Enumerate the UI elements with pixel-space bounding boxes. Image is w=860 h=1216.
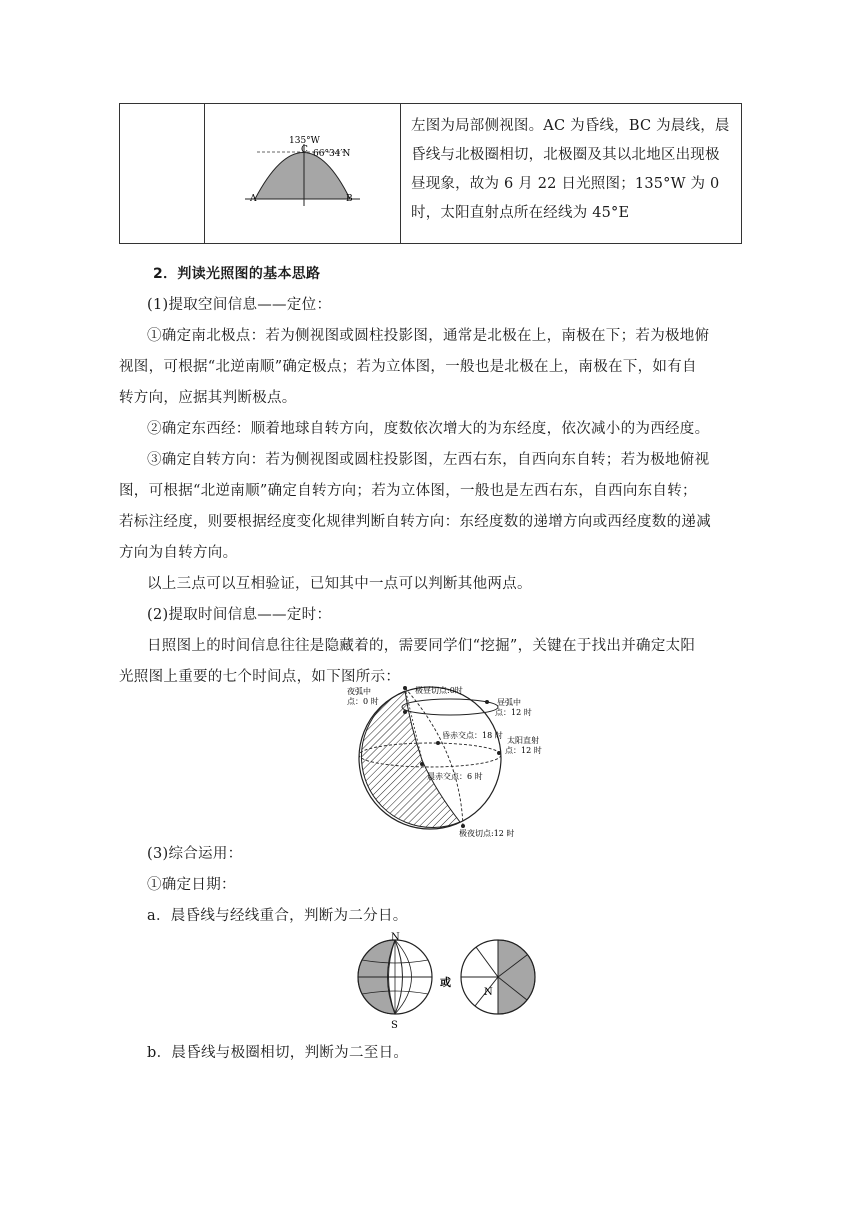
side-view-globe <box>358 932 432 1031</box>
label-polar-night-tangent: 极夜切点:12 时 <box>459 829 515 838</box>
paragraph-line: ②确定东西经：顺着地球自转方向，度数依次增大的为东经度，依次减小的为西经度。 <box>147 421 710 437</box>
paragraph-line: a．晨昏线与经线重合，判断为二分日。 <box>147 908 408 924</box>
label-day-mid-2: 点：12 时 <box>495 708 532 717</box>
label-night-mid-2: 点：0 时 <box>347 697 379 706</box>
step2-title: (2)提取时间信息——定时： <box>147 607 332 623</box>
paragraph-line: 若标注经度，则要根据经度变化规律判断自转方向：东经度数的递增方向或西经度数的递减 <box>119 514 711 530</box>
paragraph-line: 图，可根据“北逆南顺”确定自转方向；若为立体图，一般也是左西右东，自西向东自转； <box>119 483 697 499</box>
paragraph-line: ①确定南北极点：若为侧视图或圆柱投影图，通常是北极在上，南极在下；若为极地俯 <box>147 328 710 344</box>
equinox-diagrams <box>350 930 545 1035</box>
label-north: N <box>391 932 400 943</box>
label-night-mid-1: 夜弧中 <box>347 687 371 696</box>
paragraph-line: b．晨昏线与极圈相切，判断为二至日。 <box>147 1045 409 1061</box>
paragraph-line: 方向为自转方向。 <box>119 545 238 561</box>
diagram-label-b: B <box>346 194 353 204</box>
diagram-label-a: A <box>250 194 257 204</box>
step3-title: (3)综合运用： <box>147 846 243 862</box>
illumination-table <box>119 103 742 244</box>
step1-title: (1)提取空间信息——定位： <box>147 297 332 313</box>
paragraph-line: 以上三点可以互相验证，已知其中一点可以判断其他两点。 <box>147 576 532 592</box>
label-pole: N <box>484 987 493 998</box>
polar-view-globe <box>461 940 535 1014</box>
diagram-label-lon: 135°W <box>289 136 320 146</box>
globe-time-points-diagram <box>325 680 555 840</box>
label-polar-day-tangent: 极昼切点:0时 <box>415 686 463 695</box>
label-subsolar-1: 太阳直射 <box>507 736 539 745</box>
paragraph-line: 视图，可根据“北逆南顺”确定极点；若为立体图，一般也是北极在上，南极在下，如有自 <box>119 359 697 375</box>
diagram-label-lat: 66°34′N <box>313 149 351 159</box>
paragraph-line: ①确定日期： <box>147 877 236 893</box>
label-dawn-equator: 晨赤交点：6 时 <box>427 772 483 781</box>
label-dusk-equator: 昏赤交点：18 时 <box>442 731 503 740</box>
side-view-diagram <box>205 104 400 239</box>
paragraph-line: 转方向，应据其判断极点。 <box>119 390 297 406</box>
label-south: S <box>391 1020 398 1031</box>
label-or: 或 <box>440 976 451 989</box>
section-title: 2．判读光照图的基本思路 <box>153 266 321 282</box>
diagram-label-c: C <box>301 145 308 155</box>
paragraph-line: 光照图上重要的七个时间点，如下图所示： <box>119 669 401 685</box>
table-cell-empty <box>120 104 205 244</box>
table-cell-description: 左图为局部侧视图。AC 为昏线，BC 为晨线，晨昏线与北极圈相切，北极圈及其以北地区出现极昼现象，故为 6 月 22 日光照图；135°W 为 0 时，太阳直射点所在经线为 45°E <box>401 104 742 244</box>
paragraph-line: 日照图上的时间信息往往是隐藏着的，需要同学们“挖掘”，关键在于找出并确定太阳 <box>147 638 696 654</box>
table-cell-diagram <box>205 104 401 244</box>
paragraph-line: ③确定自转方向：若为侧视图或圆柱投影图，左西右东，自西向东自转；若为极地俯视 <box>147 452 710 468</box>
label-subsolar-2: 点：12 时 <box>505 746 542 755</box>
table-row <box>120 104 742 244</box>
label-day-mid-1: 昼弧中 <box>497 698 521 707</box>
